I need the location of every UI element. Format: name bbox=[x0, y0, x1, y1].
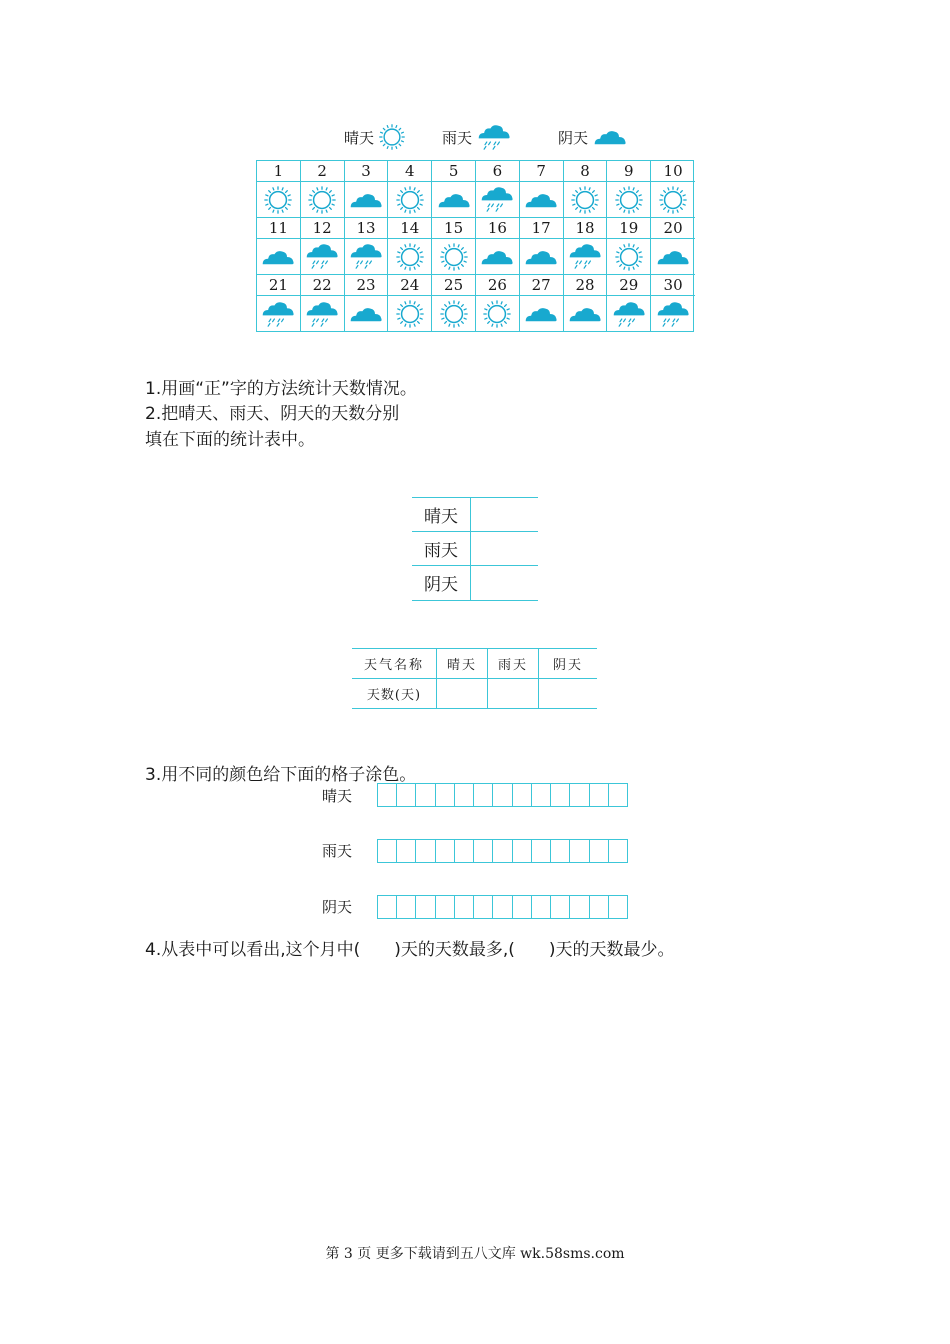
calendar-weather-cell bbox=[257, 296, 301, 332]
day-number: 3 bbox=[361, 162, 371, 180]
calendar-weather-cell bbox=[345, 182, 389, 218]
calendar-weather-cell bbox=[432, 182, 476, 218]
cloud-icon bbox=[592, 127, 628, 147]
calendar-day-number bbox=[651, 218, 695, 239]
calendar-weather-cell bbox=[345, 239, 389, 275]
calendar-weather-cell bbox=[476, 296, 520, 332]
calendar-weather-cell bbox=[476, 182, 520, 218]
grid-cell[interactable] bbox=[378, 840, 397, 862]
sun-icon bbox=[395, 242, 425, 272]
grid-cell[interactable] bbox=[532, 896, 551, 918]
grid-cell[interactable] bbox=[416, 784, 435, 806]
sun-icon bbox=[614, 185, 644, 215]
header-cell: 晴天 bbox=[436, 649, 487, 678]
day-number: 16 bbox=[487, 219, 507, 237]
legend-label: 晴天 bbox=[344, 128, 375, 147]
tally-value[interactable] bbox=[471, 532, 538, 565]
calendar-weather-cell bbox=[257, 182, 301, 218]
day-number: 17 bbox=[531, 219, 551, 237]
calendar-day-number bbox=[388, 161, 432, 182]
statistics-table bbox=[352, 648, 597, 709]
grid-cell[interactable] bbox=[455, 896, 474, 918]
cloud-icon bbox=[655, 247, 691, 267]
calendar-weather-cell bbox=[301, 182, 345, 218]
day-number: 9 bbox=[624, 162, 634, 180]
calendar-weather-cell bbox=[651, 182, 695, 218]
grid-cell[interactable] bbox=[436, 896, 455, 918]
weather-calendar bbox=[256, 160, 694, 332]
calendar-day-number bbox=[564, 218, 608, 239]
grid-cell[interactable] bbox=[513, 784, 532, 806]
day-number: 4 bbox=[405, 162, 415, 180]
grid-cell[interactable] bbox=[513, 896, 532, 918]
cloud-icon bbox=[523, 190, 559, 210]
coloring-grid-cloudy bbox=[377, 895, 628, 919]
header-cell: 阴天 bbox=[538, 649, 597, 678]
grid-cell[interactable] bbox=[532, 840, 551, 862]
calendar-day-number bbox=[476, 218, 520, 239]
tally-value[interactable] bbox=[471, 498, 538, 531]
day-number: 25 bbox=[444, 276, 464, 294]
sun-icon bbox=[439, 299, 469, 329]
grid-cell[interactable] bbox=[590, 896, 609, 918]
day-number: 14 bbox=[400, 219, 420, 237]
day-number: 2 bbox=[317, 162, 327, 180]
legend-rainy bbox=[442, 122, 512, 152]
grid-cell[interactable] bbox=[378, 784, 397, 806]
grid-cell[interactable] bbox=[436, 840, 455, 862]
grid-cell[interactable] bbox=[474, 784, 493, 806]
legend-label: 阴天 bbox=[558, 128, 589, 147]
tally-value[interactable] bbox=[471, 566, 538, 600]
grid-label: 雨天 bbox=[322, 842, 353, 860]
grid-cell[interactable] bbox=[474, 840, 493, 862]
calendar-weather-cell bbox=[388, 296, 432, 332]
rain-icon bbox=[304, 243, 340, 270]
grid-cell[interactable] bbox=[513, 840, 532, 862]
grid-cell[interactable] bbox=[416, 840, 435, 862]
calendar-weather-cell bbox=[257, 239, 301, 275]
tally-label: 雨天 bbox=[412, 532, 471, 565]
cloud-icon bbox=[348, 304, 384, 324]
calendar-weather-cell bbox=[520, 296, 564, 332]
tally-label: 阴天 bbox=[412, 566, 471, 600]
day-number: 23 bbox=[356, 276, 376, 294]
calendar-day-number bbox=[301, 161, 345, 182]
sun-icon bbox=[614, 242, 644, 272]
sun-icon bbox=[570, 185, 600, 215]
rain-icon bbox=[655, 301, 691, 328]
legend-cloudy bbox=[558, 122, 628, 152]
rain-icon bbox=[479, 186, 515, 213]
day-number: 12 bbox=[312, 219, 332, 237]
calendar-weather-cell bbox=[564, 182, 608, 218]
row-label: 天数(天) bbox=[366, 688, 422, 703]
calendar-weather-cell bbox=[388, 182, 432, 218]
cloud-icon bbox=[567, 304, 603, 324]
calendar-day-number bbox=[257, 275, 301, 296]
value-cell[interactable] bbox=[538, 679, 597, 708]
day-number: 15 bbox=[444, 219, 464, 237]
page-footer: 第 3 页 更多下载请到五八文库 wk.58sms.com bbox=[325, 1246, 625, 1262]
calendar-weather-cell bbox=[301, 296, 345, 332]
grid-cell[interactable] bbox=[609, 784, 627, 806]
grid-cell[interactable] bbox=[416, 896, 435, 918]
cloud-icon bbox=[260, 247, 296, 267]
calendar-day-number bbox=[432, 161, 476, 182]
sun-icon bbox=[307, 185, 337, 215]
calendar-weather-cell bbox=[564, 239, 608, 275]
calendar-weather-cell bbox=[476, 239, 520, 275]
question-2-line-2: 填在下面的统计表中。 bbox=[145, 430, 315, 450]
calendar-day-number bbox=[301, 218, 345, 239]
day-number: 27 bbox=[531, 276, 551, 294]
legend-sunny bbox=[344, 122, 406, 152]
tally-label: 晴天 bbox=[412, 498, 471, 531]
grid-cell[interactable] bbox=[493, 840, 512, 862]
day-number: 10 bbox=[663, 162, 683, 180]
day-number: 30 bbox=[663, 276, 683, 294]
calendar-day-number bbox=[607, 161, 651, 182]
grid-cell[interactable] bbox=[493, 784, 512, 806]
sun-icon bbox=[395, 185, 425, 215]
coloring-grid-sunny bbox=[377, 783, 628, 807]
grid-cell[interactable] bbox=[474, 896, 493, 918]
day-number: 19 bbox=[619, 219, 639, 237]
grid-cell[interactable] bbox=[590, 784, 609, 806]
calendar-weather-cell bbox=[301, 239, 345, 275]
calendar-day-number bbox=[257, 218, 301, 239]
calendar-weather-cell bbox=[607, 182, 651, 218]
rain-icon bbox=[260, 301, 296, 328]
calendar-weather-cell bbox=[651, 296, 695, 332]
calendar-day-number bbox=[651, 275, 695, 296]
grid-cell[interactable] bbox=[551, 840, 570, 862]
calendar-day-number bbox=[257, 161, 301, 182]
day-number: 18 bbox=[575, 219, 595, 237]
tally-row bbox=[412, 565, 538, 601]
day-number: 28 bbox=[575, 276, 595, 294]
cloud-icon bbox=[523, 247, 559, 267]
calendar-day-number bbox=[388, 218, 432, 239]
calendar-day-number bbox=[345, 275, 389, 296]
calendar-day-number bbox=[520, 275, 564, 296]
calendar-weather-cell bbox=[432, 239, 476, 275]
rain-icon bbox=[611, 301, 647, 328]
grid-label: 晴天 bbox=[322, 787, 353, 805]
grid-cell[interactable] bbox=[570, 896, 589, 918]
day-number: 21 bbox=[268, 276, 288, 294]
grid-cell[interactable] bbox=[570, 840, 589, 862]
calendar-day-number bbox=[564, 275, 608, 296]
calendar-day-number bbox=[607, 275, 651, 296]
rain-icon bbox=[567, 243, 603, 270]
calendar-weather-cell bbox=[388, 239, 432, 275]
sun-icon bbox=[395, 299, 425, 329]
calendar-day-number bbox=[564, 161, 608, 182]
sun-icon bbox=[263, 185, 293, 215]
rain-icon bbox=[348, 243, 384, 270]
day-number: 5 bbox=[448, 162, 459, 180]
calendar-weather-cell bbox=[520, 239, 564, 275]
grid-cell[interactable] bbox=[397, 840, 416, 862]
calendar-day-number bbox=[388, 275, 432, 296]
value-cell[interactable] bbox=[436, 679, 487, 708]
header-cell: 天气名称 bbox=[363, 658, 424, 673]
calendar-weather-cell bbox=[564, 296, 608, 332]
day-number: 1 bbox=[273, 162, 284, 180]
sun-icon bbox=[378, 123, 406, 151]
legend-label: 雨天 bbox=[442, 128, 473, 147]
question-1: 1.用画“正”字的方法统计天数情况。 bbox=[145, 379, 417, 399]
cloud-icon bbox=[479, 247, 515, 267]
grid-cell[interactable] bbox=[532, 784, 551, 806]
day-number: 13 bbox=[356, 219, 376, 237]
sun-icon bbox=[658, 185, 688, 215]
grid-cell[interactable] bbox=[590, 840, 609, 862]
calendar-day-number bbox=[345, 161, 389, 182]
statistics-header-row bbox=[352, 649, 597, 678]
tally-row bbox=[412, 531, 538, 565]
value-cell[interactable] bbox=[487, 679, 538, 708]
calendar-day-number bbox=[520, 218, 564, 239]
calendar-day-number bbox=[345, 218, 389, 239]
question-4: 4.从表中可以看出,这个月中( )天的天数最多,( )天的天数最少。 bbox=[145, 940, 675, 960]
day-number: 20 bbox=[663, 219, 683, 237]
calendar-weather-cell bbox=[345, 296, 389, 332]
grid-cell[interactable] bbox=[609, 840, 627, 862]
day-number: 24 bbox=[400, 276, 420, 294]
day-number: 11 bbox=[268, 219, 288, 237]
calendar-weather-cell bbox=[607, 296, 651, 332]
calendar-day-number bbox=[432, 275, 476, 296]
calendar-day-number bbox=[301, 275, 345, 296]
grid-cell[interactable] bbox=[609, 896, 627, 918]
calendar-day-number bbox=[476, 275, 520, 296]
coloring-grid-rainy bbox=[377, 839, 628, 863]
tally-table bbox=[412, 497, 538, 601]
cloud-icon bbox=[348, 190, 384, 210]
day-number: 26 bbox=[487, 276, 507, 294]
day-number: 6 bbox=[492, 162, 503, 180]
rain-icon bbox=[304, 301, 340, 328]
grid-cell[interactable] bbox=[397, 784, 416, 806]
day-number: 8 bbox=[580, 162, 590, 180]
calendar-weather-cell bbox=[520, 182, 564, 218]
cloud-icon bbox=[523, 304, 559, 324]
calendar-day-number bbox=[520, 161, 564, 182]
rain-icon bbox=[476, 124, 512, 151]
grid-cell[interactable] bbox=[493, 896, 512, 918]
grid-cell[interactable] bbox=[397, 896, 416, 918]
day-number: 29 bbox=[619, 276, 639, 294]
grid-cell[interactable] bbox=[551, 784, 570, 806]
sun-icon bbox=[482, 299, 512, 329]
grid-cell[interactable] bbox=[570, 784, 589, 806]
calendar-weather-cell bbox=[432, 296, 476, 332]
statistics-data-row bbox=[352, 678, 597, 708]
grid-cell[interactable] bbox=[455, 784, 474, 806]
header-cell: 雨天 bbox=[487, 649, 538, 678]
calendar-day-number bbox=[476, 161, 520, 182]
cloud-icon bbox=[436, 190, 472, 210]
grid-cell[interactable] bbox=[436, 784, 455, 806]
calendar-day-number bbox=[607, 218, 651, 239]
question-3: 3.用不同的颜色给下面的格子涂色。 bbox=[145, 765, 417, 785]
day-number: 22 bbox=[312, 276, 332, 294]
grid-cell[interactable] bbox=[455, 840, 474, 862]
calendar-day-number bbox=[651, 161, 695, 182]
grid-cell[interactable] bbox=[378, 896, 397, 918]
calendar-day-number bbox=[432, 218, 476, 239]
question-2-line-1: 2.把晴天、雨天、阴天的天数分别 bbox=[145, 404, 400, 424]
sun-icon bbox=[439, 242, 469, 272]
calendar-weather-cell bbox=[651, 239, 695, 275]
grid-cell[interactable] bbox=[551, 896, 570, 918]
tally-row bbox=[412, 497, 538, 531]
calendar-weather-cell bbox=[607, 239, 651, 275]
grid-label: 阴天 bbox=[322, 898, 353, 916]
day-number: 7 bbox=[536, 162, 546, 180]
